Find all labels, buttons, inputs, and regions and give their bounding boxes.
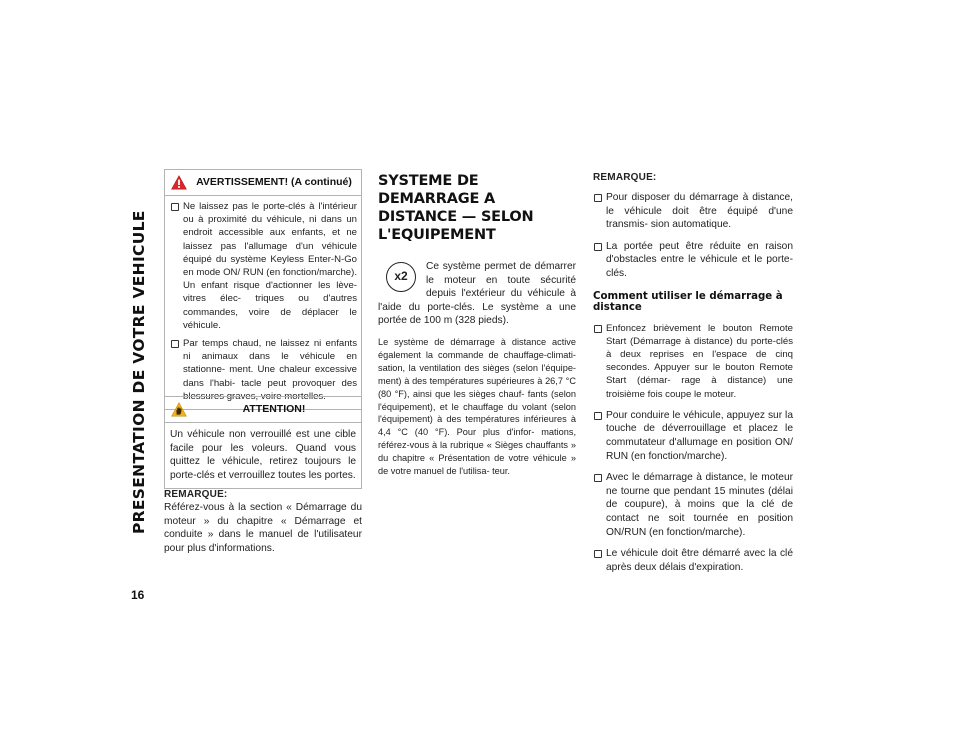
subsection-title: Comment utiliser le démarrage à distance <box>593 290 783 313</box>
warning-box-title: AVERTISSEMENT! (A continué) <box>196 176 352 188</box>
right-column <box>593 172 793 574</box>
list-item: Enfoncez brièvement le bouton Remote Start (Démarrage à distance) du porte-clés à deux reprises en l'espace de cinq secondes. Appuyer sur le bouton Remote Start (démar- rage à distance) une troisième fois coupe le moteur. <box>593 322 793 401</box>
list-item: Pour conduire le véhicule, appuyez sur la touche de déverrouillage et placez le commutateur d'allumage en position ON/ RUN (en fonction/marche). <box>593 409 793 463</box>
warning-triangle-icon <box>171 175 187 190</box>
caution-hand-icon <box>171 402 187 417</box>
caution-box-header <box>165 397 361 423</box>
intro-text: Ce système permet de démarrer le moteur en toute sécurité depuis l'extérieur du véhicule à l'aide du porte-clés. Le système a une portée de 100 m (328 pieds). <box>378 261 576 327</box>
caution-box <box>164 396 362 489</box>
list-item: Pour disposer du démarrage à distance, le véhicule doit être équipé d'une transmis- sion automatique. <box>593 191 793 232</box>
note-label: REMARQUE: <box>164 489 228 500</box>
note-label: REMARQUE: <box>593 172 657 183</box>
list-item: Le véhicule doit être démarré avec la clé après deux délais d'expiration. <box>593 547 793 574</box>
list-item: Ne laissez pas le porte-clés à l'intérieur ou à proximité du véhicule, ni dans un endroit accessible aux enfants, et ne laissez pas l'allumage d'un véhicule équipé du système Keyless Enter-N-Go en mode ON/ RUN (en fonction/marche). Un enfant risque d'actionner les lève-vitres élec- triques ou d'autres commandes, voire de déplacer le véhicule. <box>170 200 357 332</box>
note-text: Référez-vous à la section « Démarrage du moteur » du chapitre « Démarrage et conduite » dans le manuel de l'utilisateur pour plus d'informations. <box>164 502 362 554</box>
caution-box-title: ATTENTION! <box>242 403 306 415</box>
warning-list <box>170 200 357 403</box>
list-item: Avec le démarrage à distance, le moteur ne tourne que pendant 15 minutes (délai de coupure), à moins que la clé de contact ne soit tournée en position ON/RUN (en fonction/marche). <box>593 471 793 539</box>
caution-text: Un véhicule non verrouillé est une cible facile pour les voleurs. Quand vous quittez le véhicule, retirez toujours le porte-clés et verrouillez toutes les portes. <box>170 429 356 481</box>
warning-box-header <box>165 170 361 196</box>
list-item: La portée peut être réduite en raison d'obstacles entre le véhicule et le porte-clés. <box>593 240 793 281</box>
remote-start-section <box>378 172 576 478</box>
chapter-side-title: PRESENTATION DE VOTRE VEHICULE <box>130 210 148 535</box>
page-number: 16 <box>131 588 145 602</box>
section-title: SYSTEME DE DEMARRAGE A DISTANCE — SELON L'EQUIPEMENT <box>378 173 534 243</box>
left-note <box>164 489 362 555</box>
press-twice-icon: x2 <box>386 262 416 292</box>
list-item: Par temps chaud, ne laissez ni enfants ni animaux dans le véhicule en stationne- ment. Une chaleur excessive dans l'habi- tacle peut provoquer des blessures graves, voire mortelles. <box>170 337 357 403</box>
how-to-list <box>593 322 793 575</box>
warning-box <box>164 169 362 410</box>
note-list <box>593 191 793 281</box>
body-text: Le système de démarrage à distance active également la commande de chauffage-climati- sation, la ventilation des sièges (selon l'équipe- ment) à des températures supérieures à 26,7 °C (80 °F), ainsi que les sièges chauf- fants (selon l'équipement), et le chauffage du volant (selon l'équipement) à des températures inférieures à 4,4 °C (40 °F). Pour plus d'infor- mations, référez-vous à la rubrique « Sièges chauffants » du chapitre « Présentation de votre véhicule » de votre manuel de l'utilisa- teur. <box>378 336 576 477</box>
